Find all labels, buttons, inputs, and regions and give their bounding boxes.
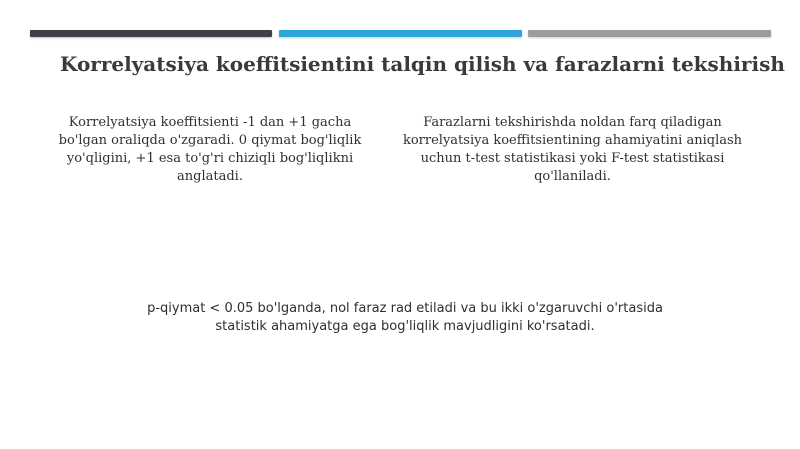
accent-bar-blue (279, 30, 522, 37)
right-paragraph: Farazlarni tekshirishda noldan farq qiladigan korrelyatsiya koeffitsientining ahamiyatini aniqlash uchun t-test statistikasi yoki F-test statistikasi qo'llaniladi. (402, 115, 743, 184)
accent-bar-dark (30, 30, 272, 37)
bottom-paragraph: p-qiymat < 0.05 bo'lganda, nol faraz rad etiladi va bu ikki o'zgaruvchi o'rtasida statistik ahamiyatga ega bog'liqlik mavjudligini ko'rsatadi. (147, 301, 663, 334)
slide-title: Korrelyatsiya koeffitsientini talqin qilish va farazlarni tekshirish (60, 52, 785, 76)
accent-bar-gray (528, 30, 771, 37)
left-paragraph: Korrelyatsiya koeffitsienti -1 dan +1 gacha bo'lgan oraliqda o'zgaradi. 0 qiymat bog'liqlik yo'qligini, +1 esa to'g'ri chiziqli bog'liqlikni anglatadi. (58, 115, 362, 184)
